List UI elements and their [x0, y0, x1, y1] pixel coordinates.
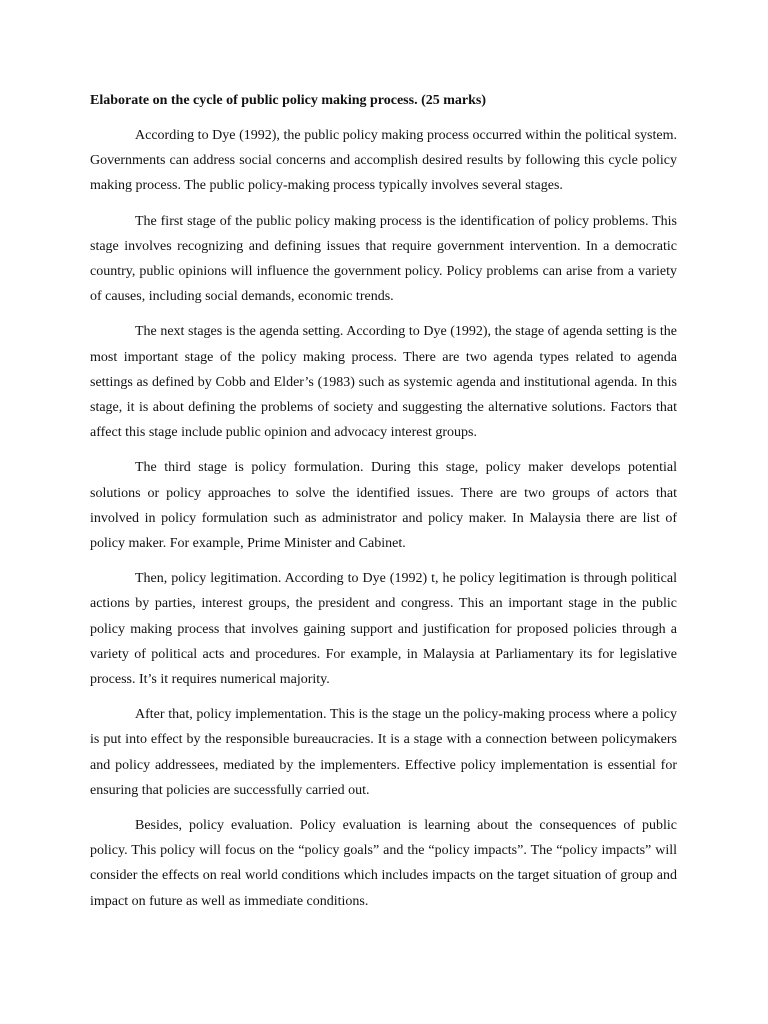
- paragraph-policy-formulation: The third stage is policy formulation. During this stage, policy maker develops potential solutions or policy approaches to solve the identified issues. There are two groups of actors that involved in policy formulation such as administrator and policy maker. In Malaysia there are list of policy maker. For example, Prime Minister and Cabinet.: [90, 460, 677, 552]
- paragraph-agenda-setting: The next stages is the agenda setting. According to Dye (1992), the stage of agenda setting is the most important stage of the policy making process. There are two agenda types related to agenda settings as defined by Cobb and Elder’s (1983) such as systemic agenda and institutional agenda. In this stage, it is about defining the problems of society and suggesting the alternative solutions. Factors that affect this stage include public opinion and advocacy interest groups.: [90, 324, 677, 441]
- document-body: [90, 88, 677, 924]
- question-heading: Elaborate on the cycle of public policy making process. (25 marks): [90, 93, 487, 108]
- paragraph-problem-identification: The first stage of the public policy making process is the identification of policy problems. This stage involves recognizing and defining issues that require government intervention. In a democratic country, public opinions will influence the government policy. Policy problems can arise from a variety of causes, including social demands, economic trends.: [90, 213, 677, 305]
- paragraph-policy-legitimation: Then, policy legitimation. According to Dye (1992) t, he policy legitimation is through political actions by parties, interest groups, the president and congress. This an important stage in the public policy making process that involves gaining support and justification for proposed policies through a variety of political acts and procedures. For example, in Malaysia at Parliamentary its for legislative process. It’s it requires numerical majority.: [90, 571, 677, 688]
- paragraph-policy-evaluation: Besides, policy evaluation. Policy evaluation is learning about the consequences of public policy. This policy will focus on the “policy goals” and the “policy impacts”. The “policy impacts” will consider the effects on real world conditions which includes impacts on the target situation of group and impact on future as well as immediate conditions.: [90, 818, 677, 909]
- paragraph-introduction: According to Dye (1992), the public policy making process occurred within the political system. Governments can address social concerns and accomplish desired results by following this cycle policy making process. The public policy-making process typically involves several stages.: [90, 128, 677, 194]
- paragraph-policy-implementation: After that, policy implementation. This is the stage un the policy-making process where a policy is put into effect by the responsible bureaucracies. It is a stage with a connection between policymakers and policy addressees, mediated by the implementers. Effective policy implementation is essential for ensuring that policies are successfully carried out.: [90, 707, 677, 798]
